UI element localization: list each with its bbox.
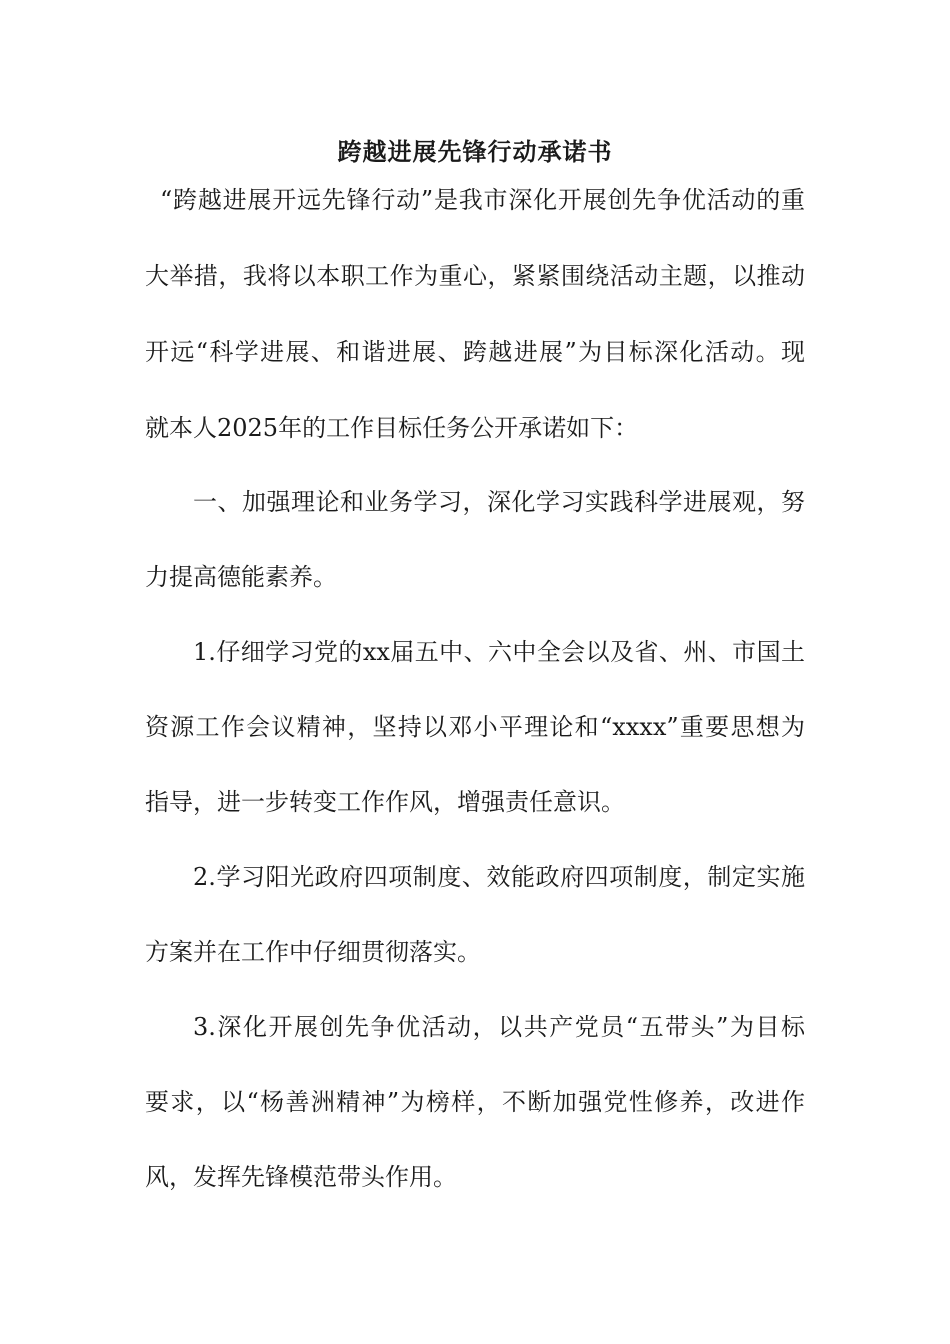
paragraph-line: “跨越进展开远先锋行动”是我市深化开展创先争优活动的重 (160, 186, 805, 214)
section-heading-line: 一、加强理论和业务学习，深化学习实践科学进展观，努 (193, 488, 805, 516)
list-item-line: 要求，以“杨善洲精神”为榜样，不断加强党性修养，改进作 (145, 1088, 805, 1116)
list-item-line: 方案并在工作中仔细贯彻落实。 (145, 938, 481, 966)
document-title: 跨越进展先锋行动承诺书 (337, 137, 613, 166)
section-heading-line: 力提高德能素养。 (145, 563, 337, 591)
paragraph-line: 开远“科学进展、和谐进展、跨越进展”为目标深化活动。现 (145, 338, 805, 366)
paragraph-line: 大举措，我将以本职工作为重心，紧紧围绕活动主题，以推动 (145, 262, 805, 290)
list-item-line: 2.学习阳光政府四项制度、效能政府四项制度，制定实施 (193, 863, 805, 891)
list-item-line: 资源工作会议精神，坚持以邓小平理论和“xxxx”重要思想为 (145, 713, 805, 741)
list-item-line: 风，发挥先锋模范带头作用。 (145, 1163, 457, 1191)
list-item-line: 指导，进一步转变工作作风，增强责任意识。 (145, 788, 625, 816)
list-item-line: 3.深化开展创先争优活动，以共产党员“五带头”为目标 (193, 1013, 805, 1041)
list-item-line: 1.仔细学习党的xx届五中、六中全会以及省、州、市国土 (193, 638, 805, 666)
paragraph-line: 就本人2025年的工作目标任务公开承诺如下： (145, 414, 639, 442)
